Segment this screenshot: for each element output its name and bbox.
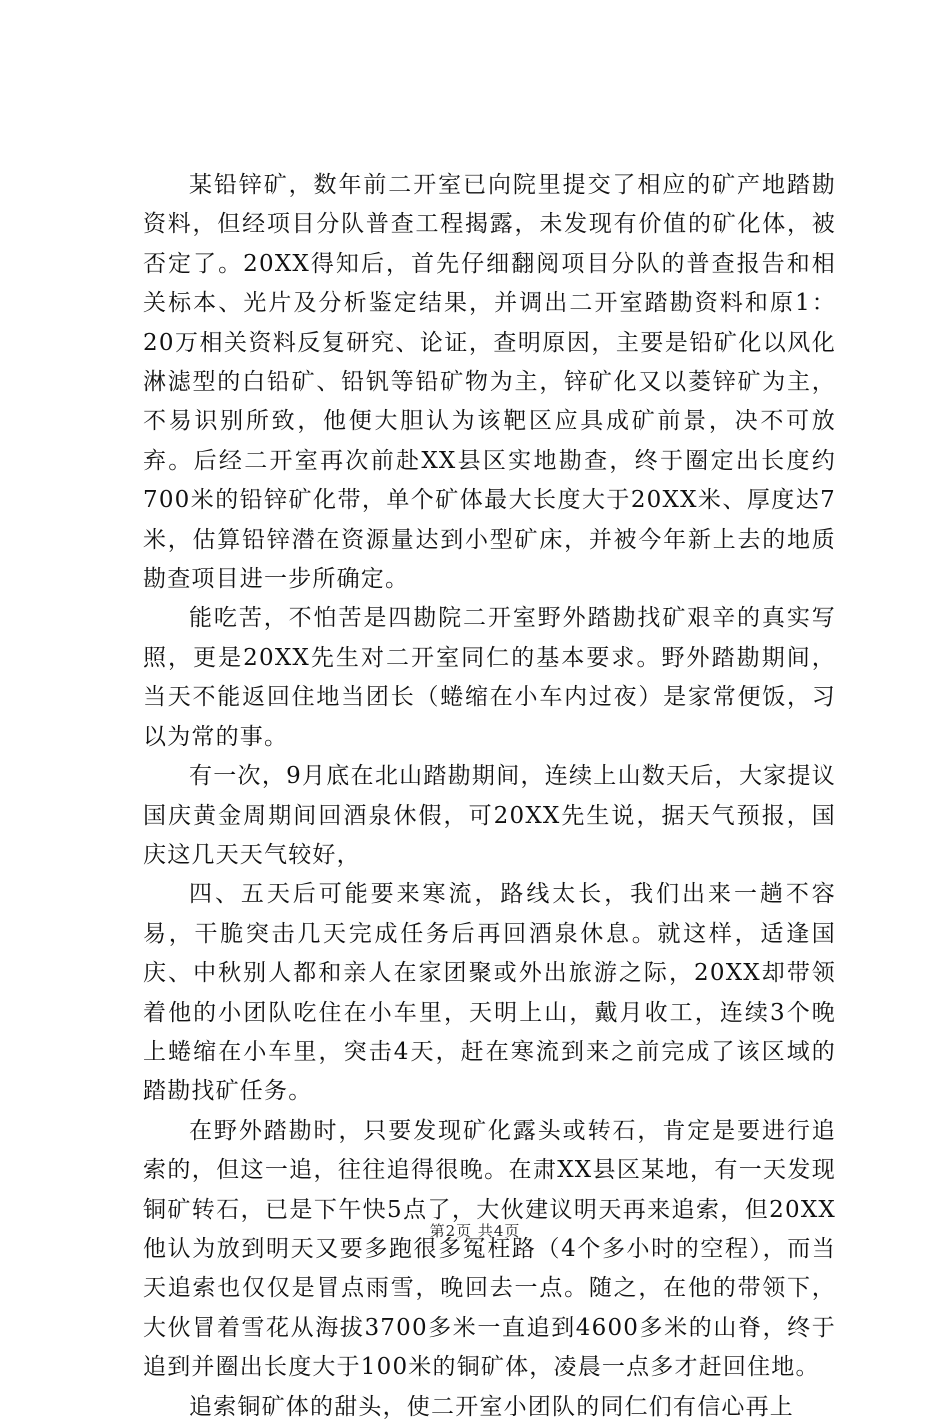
- paragraph: 某铅锌矿，数年前二开室已向院里提交了相应的矿产地踏勘资料，但经项目分队普查工程揭露，未发现有价值的矿化体，被否定了。20XX得知后，首先仔细翻阅项目分队的普查报告和相关标本、光片及分析鉴定结果，并调出二开室踏勘资料和原1：20万相关资料反复研究、论证，查明原因，主要是铅矿化以风化淋滤型的白铅矿、铅钒等铅矿物为主，锌矿化又以菱锌矿为主，不易识别所致，他便大胆认为该靶区应具成矿前景，决不可放弃。后经二开室再次前赴XX县区实地勘查，终于圈定出长度约700米的铅锌矿化带，单个矿体最大长度大于20XX米、厚度达7米，估算铅锌潜在资源量达到小型矿床，并被今年新上去的地质勘查项目进一步所确定。: [143, 172, 836, 593]
- page-footer: [0, 1221, 950, 1241]
- paragraph: 追索铜矿体的甜头，使二开室小团队的同仁们有信心再上: [189, 1393, 794, 1420]
- paragraph: 能吃苦，不怕苦是四勘院二开室野外踏勘找矿艰辛的真实写照，更是20XX先生对二开室同仁的基本要求。野外踏勘期间，当天不能返回住地当团长（蜷缩在小车内过夜）是家常便饭，习以为常的事。: [143, 605, 836, 750]
- paragraph: 有一次，9月底在北山踏勘期间，连续上山数天后，大家提议国庆黄金周期间回酒泉休假，可20XX先生说，据天气预报，国庆这几天天气较好，: [143, 763, 836, 868]
- page-number-label: 第2页 共4页: [429, 1222, 521, 1240]
- paragraph: 在野外踏勘时，只要发现矿化露头或转石，肯定是要进行追索的，但这一追，往往追得很晚。在肃XX县区某地，有一天发现铜矿转石，已是下午快5点了，大伙建议明天再来追索，但20XX他认为放到明天又要多跑很多冤枉路（4个多小时的空程），而当天追索也仅仅是冒点雨雪，晚回去一点。随之，在他的带领下，大伙冒着雪花从海拔3700多米一直追到4600多米的山脊，终于追到并圈出长度大于100米的铜矿体，凌晨一点多才赶回住地。: [143, 1117, 836, 1381]
- paragraph: 四、五天后可能要来寒流，路线太长，我们出来一趟不容易，干脆突击几天完成任务后再回酒泉休息。就这样，适逢国庆、中秋别人都和亲人在家团聚或外出旅游之际，20XX却带领着他的小团队吃住在小车里，天明上山，戴月收工，连续3个晚上蜷缩在小车里，突击4天，赶在寒流到来之前完成了该区域的踏勘找矿任务。: [143, 881, 836, 1105]
